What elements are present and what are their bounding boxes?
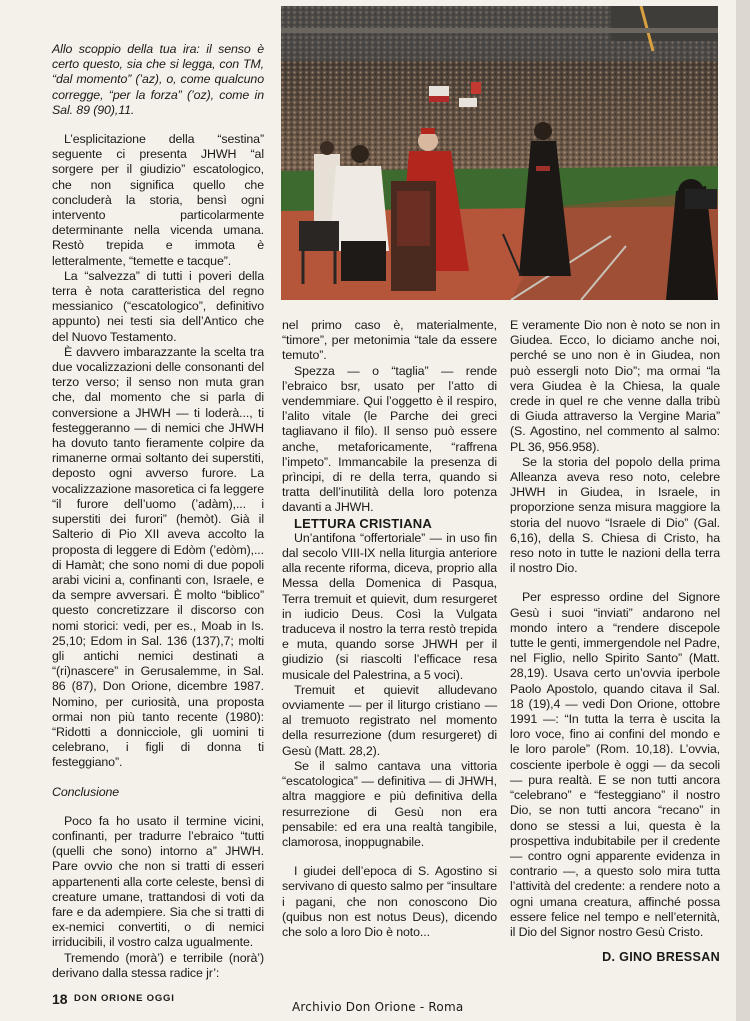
col2-paragraph-4: Tremuit et quievit alludevano ovviamente — per il liturgo cristiano — al tremuoto registrato nel momento della resurrezione (dum resurgeret) di Gesù (Matt. 28,2). [282, 682, 497, 758]
magazine-name: DON ORIONE OGGI [74, 993, 175, 1004]
archive-watermark: Archivio Don Orione - Roma [292, 1000, 464, 1014]
col2-paragraph-6: I giudei dell’epoca di S. Agostino si servivano di questo salmo per “insultare i pagani, che non conoscono Dio (quibus non est notus Deus), dicendo che solo a loro Dio è noto... [282, 864, 498, 939]
col1-paragraph-6: Tremendo (morà’) e terribile (norà’) derivano dalla stessa radice jr’: [52, 950, 264, 980]
col2-paragraph-2: Spezza — o “taglia” — rende l’ebraico bsr, usato per l’atto di vendemmiare. Qui l’oggetto è il respiro, l’alito vitale (le Parche dei greci tagliavano il filo). Il senso può essere anche, metaforicamente, “raffrena l’impeto”. Immancabile la presenza di prìncipi, di re della terra, quando si tratta dell’inutilità della loro potenza davanti a JHWH. [282, 363, 497, 515]
photo-illustration [281, 6, 718, 300]
col2-paragraph-3: Un’antifona “offertoriale” — in uso fin dal secolo VIII-IX nella liturgia anteriore alla recente riforma, diceva, proprio alla Messa della Domenica di Pasqua, Terra tremuit et quievit, dum resurgeret in iudicio Deus. Così la Vulgata traduceva il nostro la terra restò trepida e muta, quando sorse JHWH per il giudizio (si riascolti l’efficace resa musicale del Palestrina, a 5 voci). [282, 530, 497, 682]
col1-paragraph-4: È davvero imbarazzante la scelta tra due vocalizzazioni delle consonanti del terzo verso; il senso non muta gran che, dal momento che si parla di conversione a JHWH — ti loderà..., ti festeggeranno — di nemici che JHWH ha dovuto tanto fieramente colpire da rimanerne ormai soltanto dei superstiti, deposto ogni avverso furore. La vocalizzazione masoretica ci fa leggere “il furore dell’uomo (’adàm),... i superstiti dei furori” (hemòt). Già il Salterio di Pio XII aveva accolto la proposta di leggere di Edòm (’edòm),... di Hamàt; che sono nomi di due popoli arabi vicini a, confinanti con, Israele, e da sempre avversari. È molto “biblico” questo concretizzare il discorso con nomi storici: vedi, per es., Moab in Is. 25,10; Edom in Sal. 136 (137),7; molti gli antichi nemici destinati a “(ri)nascere” in Gerusalemme, in Sal. 86 (87), Don Orione, dicembre 1987. Nomino, per curiosità, una proposta ormai non più tanto recente (1980): “Ridotti a donnicciole, gli uomini ti celebrano, i figli di donna ti festeggiano”. [52, 344, 264, 770]
col1-paragraph-2: L’esplicitazione della “sestina” seguente ci presenta JHWH “al sorgere per il giudizio” escatologico, che non significa quello che concluderà la storia, bensì ogni intervento particolarmente determinante nella vicenda umana. Restò trepida e immota è letteralmente, “temette e tacque”. [52, 132, 264, 268]
page-footer [52, 991, 720, 1014]
col1-paragraph-5: Poco fa ho usato il termine vicini, confinanti, per tradurre l’ebraico “tutti (quelli che sono) intorno a” JHWH. Pare ovvio che non si tratti di esseri appartenenti alla corte celeste, bensì di creature umane, trattandosi di voti da fare e da adempiere. Sia che si tratti di ex-nemici convertiti, o di nemici irriducibili, il vostro calza ugualmente. [52, 813, 264, 950]
section-heading-lettura-cristiana: LETTURA CRISTIANA [294, 515, 432, 531]
section-heading-conclusione: Conclusione [52, 784, 120, 799]
col3-paragraph-1: E veramente Dio non è noto se non in Giudea. Ecco, lo diciamo anche noi, perché se uno non è in Giudea, non può essergli noto Dio”; ma ormai “la vera Giudea è la Chiesa, la quale crede in quel re che venne dalla tribù di Giuda attraverso la Vergine Maria” (S. Agostino, nel commento al salmo: PL 36, 956.958). [510, 318, 720, 454]
author-signature: D. GINO BRESSAN [602, 950, 720, 965]
page-number: 18 [52, 991, 68, 1007]
col2-paragraph-5: Se il salmo cantava una vittoria “escatologica” — definitiva — di JHWH, altra maggiore e più definitiva della resurrezione di Gesù non era pensabile: ed era una realtà tangibile, clamorosa, inoppugnabile. [282, 758, 497, 849]
column-2 [282, 318, 497, 940]
column-3 [510, 318, 720, 965]
col3-paragraph-2: Se la storia del popolo della prima Alleanza aveva reso noto, celebre JHWH in Giudea, in Israele, in proporzione senza misura maggiore la storia del nuovo “Israele di Dio” (Gal. 6,16), della S. Chiesa di Cristo, ha reso noto in tutte le nazioni della terra il nostro Dio. [510, 454, 720, 576]
stadium-mass-photo [281, 6, 718, 300]
page-edge [736, 0, 750, 1021]
column-1 [52, 42, 264, 981]
col1-paragraph-3: La “salvezza” di tutti i poveri della terra è nota caratteristica del regno messianico (“escatologico”, definitivo appunto) nei testi sia dell’Antico che del Nuovo Testamento. [52, 268, 264, 344]
col3-paragraph-3: Per espresso ordine del Signore Gesù i suoi “inviati” andarono nel mondo intero a “rendere discepole tutte le genti, immergendole nel Padre, nel Figlio, nello Spirito Santo” (Matt. 28,19). Usava certo un’ovvia iperbole Paolo Apostolo, quando citava il Sal. 18 (19),4 — vedi Don Orione, ottobre 1991 —: “In tutta la terra è uscita la loro voce, fino ai confini del mondo e le loro parole” (Rom. 10,18). L’ovvia, cosciente iperbole è oggi — da secoli — pura realtà. E se non tutti ancora “celebrano” e “festeggiano” il nostro Dio, se non tutti ancora “recano” in dono se stessi a lui, questa è la prospettiva indubitabile per il credente — contro ogni apparente evidenza in contrario —, a questo solo mira tutta l’attività del credente: a rendere noto a ogni umana creatura, affinché possa essere felice nel tempo e nell’eternità, il Dio del Signor nostro Gesù Cristo. [510, 590, 720, 939]
col2-paragraph-1: nel primo caso è, materialmente, “timore”, per metonimia “tale da essere temuto”. [282, 318, 497, 363]
col1-paragraph-1: Allo scoppio della tua ira: il senso è certo questo, sia che si legga, con TM, “dal momento” (’az), o, come qualcuno corregge, “per la forza” (’oz), come in Sal. 89 (90),11. [52, 42, 264, 117]
